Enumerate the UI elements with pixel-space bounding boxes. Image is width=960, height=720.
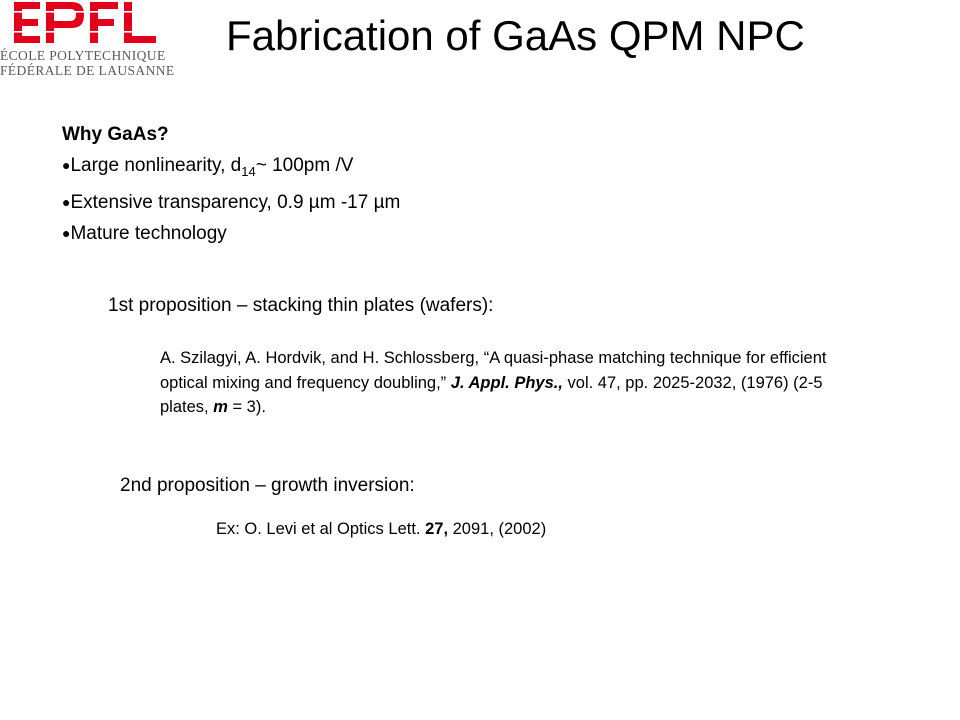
slide-title: Fabrication of GaAs QPM NPC (226, 12, 805, 59)
ref1-text: A. Szilagyi, A. Hordvik, and H. Schlossberg, “A quasi-phase matching technique for efficient optical mixing and frequency doubling,” (160, 349, 827, 392)
proposition-2-reference (216, 520, 546, 539)
why-heading: Why GaAs? (62, 124, 169, 145)
epfl-logo (0, 0, 178, 84)
ref1-details: vol. 47, pp. 2025-2032, (1976) (2-5 plates, (160, 373, 823, 416)
item1-prefix: Large nonlinearity, d (70, 155, 242, 176)
item1-subscript: 14 (241, 164, 256, 179)
proposition-1-reference (160, 346, 860, 420)
bullet-icon: ● (62, 157, 71, 173)
item3-text: Mature technology (70, 223, 227, 244)
bullet-icon: ● (62, 225, 71, 241)
proposition-1-label: 1st proposition – stacking thin plates (wafers): (108, 295, 494, 316)
epfl-logo-mark (0, 0, 160, 44)
bullet-icon: ● (62, 194, 71, 210)
proposition-2-label: 2nd proposition – growth inversion: (120, 475, 415, 496)
why-item-nonlinearity (62, 150, 400, 187)
why-item-transparency (62, 187, 400, 218)
logo-line-1: ÉCOLE POLYTECHNIQUE (0, 48, 166, 63)
ref2-suffix: 2091, (2002) (448, 520, 547, 538)
ref1-journal: J. Appl. Phys., (450, 373, 563, 392)
why-item-technology (62, 218, 400, 249)
ref2-volume: 27, (425, 520, 449, 538)
ref1-end: = 3). (227, 398, 266, 416)
item1-suffix: ~ 100pm /V (255, 155, 354, 176)
item2-text: Extensive transparency, 0.9 µm -17 µm (70, 192, 401, 213)
logo-line-2: FÉDÉRALE DE LAUSANNE (0, 63, 175, 78)
ref2-prefix: Ex: O. Levi et al Optics Lett. (216, 520, 426, 538)
why-gaas-section (62, 120, 400, 249)
ref1-m: m (213, 398, 228, 416)
